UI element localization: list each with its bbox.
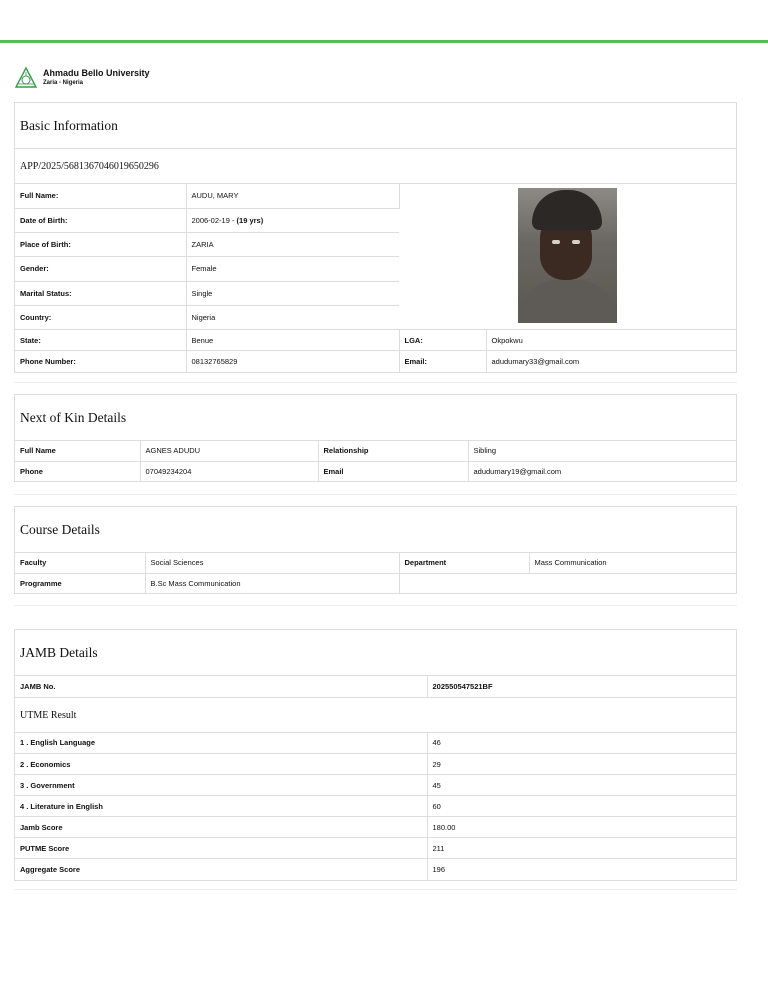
kin-email-label: Email: [318, 461, 468, 481]
utme-result-table: [15, 733, 736, 880]
kin-relationship-label: Relationship: [318, 441, 468, 461]
result-label: 1 . English Language: [15, 733, 427, 754]
kin-name-value: AGNES ADUDU: [140, 441, 318, 461]
next-of-kin-title: Next of Kin Details: [15, 395, 736, 441]
lga-value: Okpokwu: [486, 330, 736, 351]
basic-information-table: [15, 184, 736, 372]
aggregate-score-label: Aggregate Score: [15, 859, 427, 880]
email-value: adudumary33@gmail.com: [491, 356, 580, 366]
section-divider: [14, 605, 737, 606]
passport-photo-cell: [399, 184, 736, 330]
putme-score-label: PUTME Score: [15, 838, 427, 859]
gender-value: Female: [186, 257, 399, 281]
top-accent-bar: [0, 40, 768, 43]
jamb-score-label: Jamb Score: [15, 817, 427, 838]
result-label: 2 . Economics: [15, 754, 427, 775]
section-divider: [14, 382, 737, 383]
state-value: Benue: [186, 330, 399, 351]
jamb-score-value: 180.00: [427, 817, 736, 838]
putme-score-value: 211: [427, 838, 736, 859]
department-label: Department: [399, 553, 529, 573]
next-of-kin-table: [15, 441, 736, 481]
university-name: Ahmadu Bello University: [43, 68, 150, 78]
kin-email-value: adudumary19@gmail.com: [473, 466, 562, 476]
university-logo-icon: [14, 66, 38, 90]
country-label: Country:: [15, 305, 186, 329]
full-name-value: AUDU, MARY: [186, 184, 399, 208]
course-details-title: Course Details: [15, 507, 736, 553]
basic-information-panel: [14, 102, 737, 373]
pob-value: ZARIA: [186, 233, 399, 257]
empty-cell: [399, 573, 736, 593]
aggregate-score-value: 196: [432, 864, 446, 874]
kin-phone-value: 07049234204: [140, 461, 318, 481]
result-label: 3 . Government: [15, 775, 427, 796]
result-value: 29: [427, 754, 736, 775]
faculty-label: Faculty: [15, 553, 145, 573]
university-header: [14, 66, 150, 90]
course-details-panel: [14, 506, 737, 594]
jamb-details-panel: [14, 629, 737, 881]
kin-name-label: Full Name: [15, 441, 140, 461]
full-name-label: Full Name:: [15, 184, 186, 208]
jamb-number-label: JAMB No.: [15, 676, 427, 697]
kin-phone-label: Phone: [15, 461, 140, 481]
gender-label: Gender:: [15, 257, 186, 281]
next-of-kin-panel: [14, 394, 737, 482]
phone-value: 08132765829: [186, 351, 399, 372]
country-value: Nigeria: [186, 305, 399, 329]
result-label: 4 . Literature in English: [15, 796, 427, 817]
result-value: 45: [427, 775, 736, 796]
basic-information-title: Basic Information: [15, 103, 736, 149]
passport-photo: [518, 188, 617, 323]
department-value: Mass Communication: [529, 553, 736, 573]
jamb-number-table: [15, 676, 736, 698]
application-number: APP/2025/5681367046019650296: [15, 149, 736, 184]
pob-label: Place of Birth:: [15, 233, 186, 257]
course-details-table: [15, 553, 736, 593]
programme-label: Programme: [15, 573, 145, 593]
jamb-details-title: JAMB Details: [15, 630, 736, 676]
lga-label: LGA:: [399, 330, 486, 351]
section-divider: [14, 889, 737, 890]
age-value: (19 yrs): [236, 215, 264, 225]
state-label: State:: [15, 330, 186, 351]
dob-value: 2006-02-19 - (19 yrs): [186, 208, 399, 232]
kin-relationship-value: Sibling: [468, 441, 736, 461]
jamb-number-value: 202550547521BF: [432, 681, 493, 691]
dob-label: Date of Birth:: [15, 208, 186, 232]
marital-status-value: Single: [186, 281, 399, 305]
marital-status-label: Marital Status:: [15, 281, 186, 305]
result-value: 46: [427, 733, 736, 754]
email-label: Email:: [399, 351, 486, 372]
result-value: 60: [427, 796, 736, 817]
phone-label: Phone Number:: [15, 351, 186, 372]
university-location: Zaria - Nigeria: [43, 80, 84, 86]
section-divider: [14, 494, 737, 495]
utme-result-title: UTME Result: [15, 698, 736, 733]
faculty-value: Social Sciences: [145, 553, 399, 573]
programme-value: B.Sc Mass Communication: [145, 573, 399, 593]
